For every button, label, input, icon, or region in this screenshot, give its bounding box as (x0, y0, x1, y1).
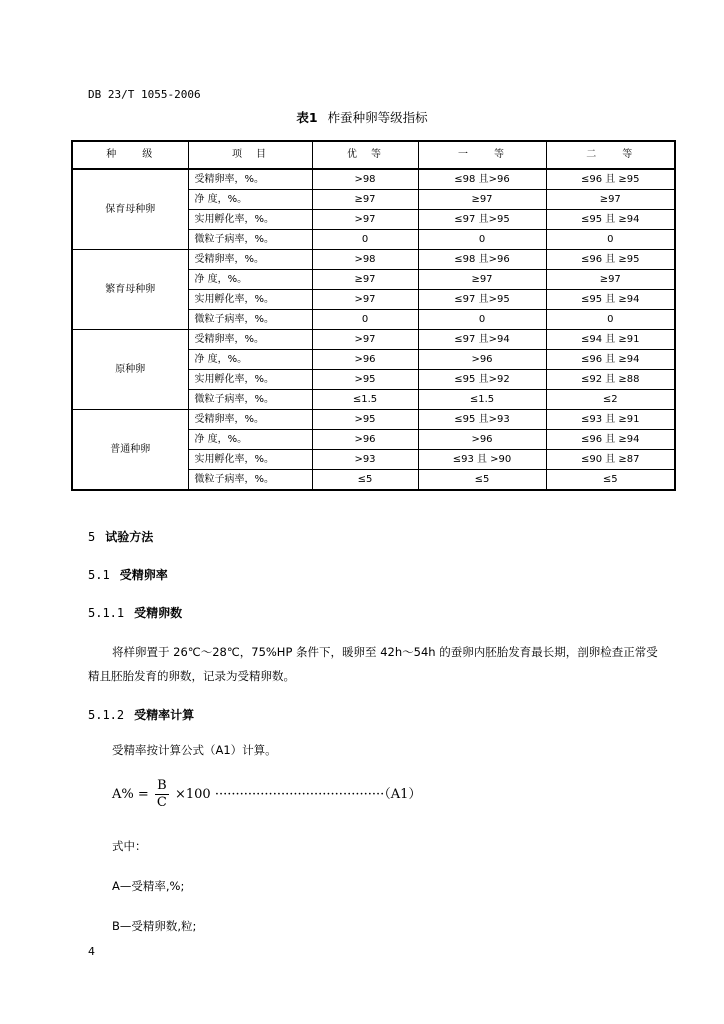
value-cell: ≥97 (418, 190, 546, 210)
grade-category-cell: 普通种卵 (72, 410, 188, 491)
section-5-1-2-heading: 5.1.2 受精率计算 (88, 708, 195, 722)
value-cell: ≥97 (546, 270, 675, 290)
section-5-heading: 5 试验方法 (88, 530, 154, 544)
header-excellent: 优 等 (312, 141, 418, 169)
value-cell: ≤95 且>92 (418, 370, 546, 390)
value-cell: ≥97 (546, 190, 675, 210)
table-row (72, 330, 675, 350)
value-cell: 0 (312, 310, 418, 330)
section-5-1-heading: 5.1 受精卵率 (88, 568, 168, 582)
item-cell: 受精卵率，%。 (188, 250, 312, 270)
value-cell: ≤1.5 (418, 390, 546, 410)
formula-a1 (112, 778, 421, 811)
value-cell: ≤5 (418, 470, 546, 491)
table-caption-number: 表1 (296, 110, 318, 125)
table-caption-title: 柞蚕种卵等级指标 (327, 110, 428, 125)
page-number: 4 (88, 945, 95, 958)
value-cell: ≤96 且 ≥94 (546, 430, 675, 450)
standard-code: DB 23/T 1055-2006 (88, 88, 201, 101)
value-cell: ≤1.5 (312, 390, 418, 410)
item-cell: 实用孵化率，%。 (188, 450, 312, 470)
value-cell: >96 (312, 350, 418, 370)
value-cell: ≤94 且 ≥91 (546, 330, 675, 350)
item-cell: 净 度，%。 (188, 430, 312, 450)
header-second: 二 等 (546, 141, 675, 169)
header-grade: 种 级 (72, 141, 188, 169)
value-cell: ≤96 且 ≥95 (546, 250, 675, 270)
value-cell: >97 (312, 290, 418, 310)
value-cell: >95 (312, 410, 418, 430)
item-cell: 微粒子病率，%。 (188, 310, 312, 330)
value-cell: >96 (418, 350, 546, 370)
value-cell: ≤97 且>94 (418, 330, 546, 350)
item-cell: 净 度，%。 (188, 190, 312, 210)
formula-lhs: A% = (112, 787, 149, 802)
value-cell: ≤95 且>93 (418, 410, 546, 430)
table-header-row (72, 141, 675, 169)
value-cell: ≤92 且 ≥88 (546, 370, 675, 390)
value-cell: ≤95 且 ≥94 (546, 210, 675, 230)
grade-category-cell: 繁育母种卵 (72, 250, 188, 330)
table-caption (0, 108, 724, 126)
value-cell: ≥97 (312, 270, 418, 290)
grade-table (71, 140, 676, 491)
value-cell: >95 (312, 370, 418, 390)
definition-b: B—受精卵数,粒; (112, 919, 197, 933)
item-cell: 受精卵率，%。 (188, 410, 312, 430)
value-cell: ≤5 (546, 470, 675, 491)
value-cell: ≤98 且>96 (418, 250, 546, 270)
item-cell: 微粒子病率，%。 (188, 470, 312, 491)
value-cell: >93 (312, 450, 418, 470)
item-cell: 实用孵化率，%。 (188, 370, 312, 390)
value-cell: ≤97 且>95 (418, 290, 546, 310)
value-cell: 0 (312, 230, 418, 250)
value-cell: ≤95 且 ≥94 (546, 290, 675, 310)
value-cell: ≥97 (312, 190, 418, 210)
table-row (72, 169, 675, 190)
value-cell: >96 (312, 430, 418, 450)
table-row (72, 250, 675, 270)
item-cell: 净 度，%。 (188, 270, 312, 290)
section-5-1-2-text: 受精率按计算公式（A1）计算。 (112, 743, 277, 757)
value-cell: 0 (546, 230, 675, 250)
section-5-1-1-paragraph: 将样卵置于 26℃～28℃，75%HP 条件下，暖卵至 42h～54h 的蚕卵内胚胎发育最长期，剖卵检查正常受精且胚胎发育的卵数，记录为受精卵数。 (88, 645, 658, 683)
formula-numerator: B (155, 778, 169, 795)
header-item: 项 目 (188, 141, 312, 169)
grade-category-cell: 原种卵 (72, 330, 188, 410)
item-cell: 实用孵化率，%。 (188, 210, 312, 230)
formula-denominator: C (156, 795, 167, 810)
value-cell: 0 (546, 310, 675, 330)
value-cell: ≤96 且 ≥94 (546, 350, 675, 370)
value-cell: ≤97 且>95 (418, 210, 546, 230)
value-cell: ≤93 且 >90 (418, 450, 546, 470)
item-cell: 微粒子病率，%。 (188, 230, 312, 250)
table-body (72, 169, 675, 490)
value-cell: >97 (312, 210, 418, 230)
item-cell: 净 度，%。 (188, 350, 312, 370)
formula-rhs: ×100 ·········································（A1） (175, 787, 422, 802)
value-cell: ≤98 且>96 (418, 169, 546, 190)
definition-a: A—受精率,%; (112, 879, 185, 893)
header-first: 一 等 (418, 141, 546, 169)
value-cell: ≤93 且 ≥91 (546, 410, 675, 430)
table-row (72, 410, 675, 430)
item-cell: 微粒子病率，%。 (188, 390, 312, 410)
section-5-1-1-heading: 5.1.1 受精卵数 (88, 606, 183, 620)
value-cell: ≤2 (546, 390, 675, 410)
value-cell: >98 (312, 169, 418, 190)
value-cell: 0 (418, 230, 546, 250)
value-cell: ≤90 且 ≥87 (546, 450, 675, 470)
item-cell: 受精卵率，%。 (188, 169, 312, 190)
item-cell: 实用孵化率，%。 (188, 290, 312, 310)
where-label: 式中： (112, 839, 147, 853)
value-cell: >98 (312, 250, 418, 270)
item-cell: 受精卵率，%。 (188, 330, 312, 350)
value-cell: >96 (418, 430, 546, 450)
value-cell: 0 (418, 310, 546, 330)
value-cell: ≥97 (418, 270, 546, 290)
formula-fraction (155, 778, 169, 811)
value-cell: ≤5 (312, 470, 418, 491)
grade-category-cell: 保育母种卵 (72, 169, 188, 250)
value-cell: >97 (312, 330, 418, 350)
value-cell: ≤96 且 ≥95 (546, 169, 675, 190)
